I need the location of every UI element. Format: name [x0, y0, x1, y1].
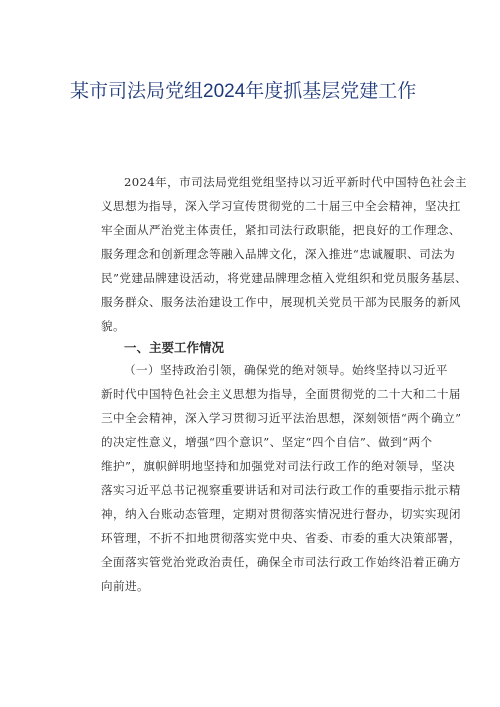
paragraph-line: 2024年，市司法局党组党组坚持以习近平新时代中国特色社会主 [124, 175, 467, 189]
paragraph-line: 环管理，不折不扣地贯彻落实党中央、省委、市委的重大决策部署， [101, 531, 461, 545]
paragraph-line: 落实习近平总书记视察重要讲话和对司法行政工作的重要指示批示精 [101, 483, 461, 497]
paragraph-line: 牢全面从严治党主体责任，紧扣司法行政职能，把良好的工作理念、 [101, 223, 461, 237]
section-paragraph [101, 358, 462, 598]
section-heading: 一、主要工作情况 [124, 341, 225, 355]
paragraph-line: 义思想为指导，深入学习宣传贯彻党的二十届三中全会精神，坚决扛 [101, 199, 461, 213]
paragraph-line: 全面落实管党治党政治责任，确保全市司法行政工作始终沿着正确方 [101, 555, 461, 569]
paragraph-line: 维护”，旗帜鲜明地坚持和加强党对司法行政工作的绝对领导，坚决 [101, 459, 456, 473]
paragraph-line: （一）坚持政治引领，确保党的绝对领导。始终坚持以习近平 [124, 363, 448, 377]
document-title: 某市司法局党组2024年度抓基层党建工作 [70, 81, 417, 102]
intro-paragraph [101, 170, 468, 338]
paragraph-line: 三中全会精神，深入学习贯彻习近平法治思想，深刻领悟“两个确立” [101, 411, 462, 425]
paragraph-line: 的决定性意义，增强“四个意识”、坚定“四个自信”、做到“两个 [101, 435, 433, 449]
paragraph-line: 貌。 [101, 319, 125, 333]
paragraph-line: 服务理念和创新理念等融入品牌文化，深入推进“忠诚履职、司法为 [101, 247, 456, 261]
paragraph-line: 神，纳入台账动态管理，定期对贯彻落实情况进行督办，切实实现闭 [101, 507, 461, 521]
paragraph-line: 民”党建品牌建设活动，将党建品牌理念植入党组织和党员服务基层、 [101, 271, 468, 285]
paragraph-line: 向前进。 [101, 579, 149, 593]
paragraph-line: 新时代中国特色社会主义思想为指导，全面贯彻党的二十大和二十届 [101, 387, 461, 401]
paragraph-line: 服务群众、服务法治建设工作中，展现机关党员干部为民服务的新风 [101, 295, 461, 309]
